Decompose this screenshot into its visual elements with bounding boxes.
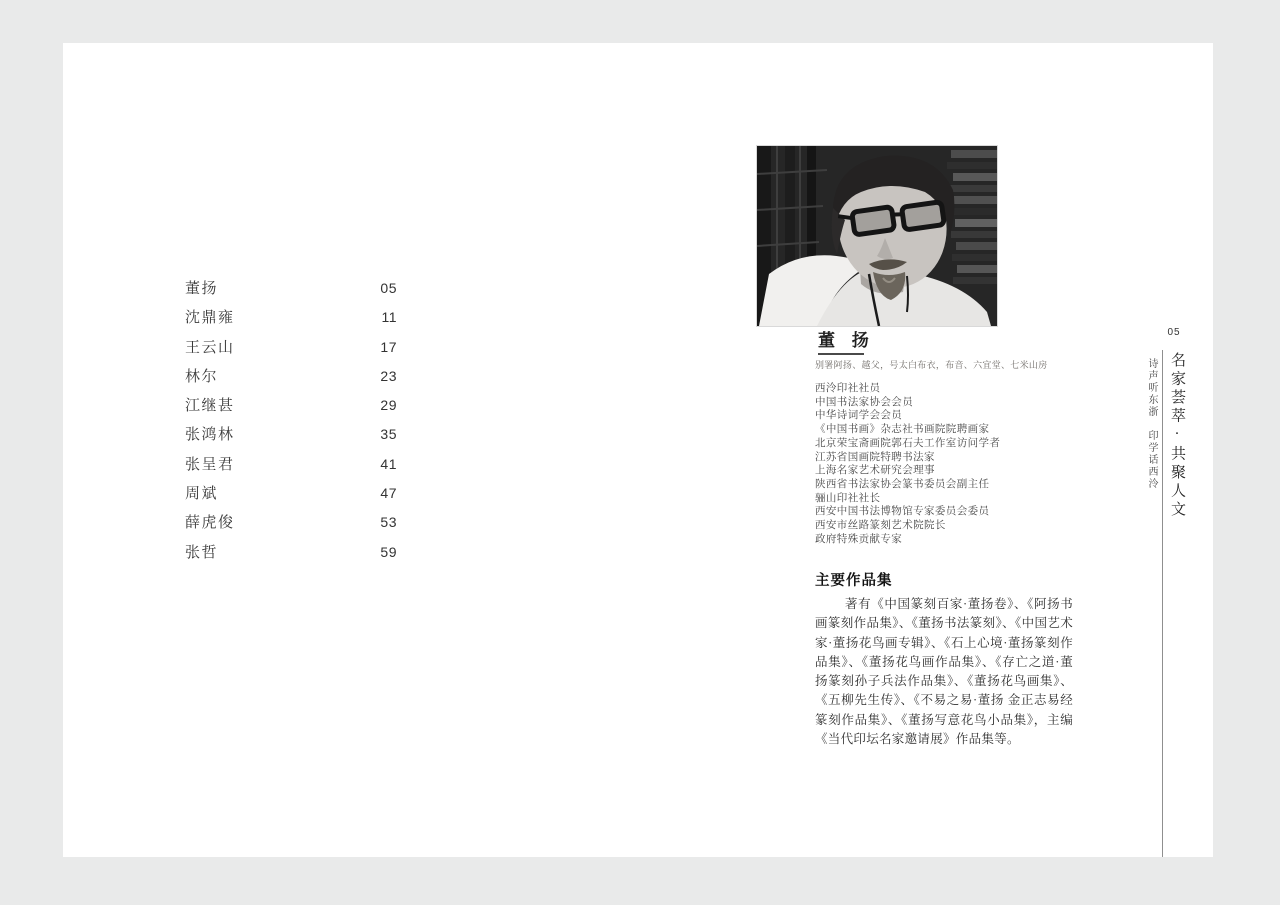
credential-item: 陕西省书法家协会篆书委员会副主任 xyxy=(815,477,990,490)
artist-name: 董 扬 xyxy=(818,331,875,350)
toc-entry-name: 江继甚 xyxy=(185,397,235,415)
vertical-series-title: 名家荟萃·共聚人文 xyxy=(1169,352,1185,520)
artist-photo xyxy=(757,146,997,326)
toc-entry xyxy=(185,277,397,306)
toc-entry-page: 35 xyxy=(380,426,397,443)
toc-entry-page: 17 xyxy=(380,338,397,355)
toc-entry-name: 张呈君 xyxy=(185,455,235,473)
credential-item: 西安市丝路篆刻艺术院院长 xyxy=(815,519,946,532)
toc-entry-page: 23 xyxy=(380,367,397,384)
credential-item: 上海名家艺术研究会理事 xyxy=(815,464,935,477)
toc-entry-name: 张鸿林 xyxy=(185,426,235,444)
toc-entry-page: 59 xyxy=(380,543,397,560)
credential-item: 西泠印社社员 xyxy=(815,382,881,394)
toc-entry xyxy=(185,511,397,540)
toc-entry xyxy=(185,482,397,511)
toc-entry-page: 41 xyxy=(380,455,397,472)
credential-item: 中华诗词学会会员 xyxy=(815,409,903,422)
credential-item: 《中国书画》杂志社书画院院聘画家 xyxy=(815,423,990,436)
toc-entry xyxy=(185,336,397,365)
works-heading: 主要作品集 xyxy=(815,573,893,589)
toc-entry xyxy=(185,306,397,335)
toc-entry xyxy=(185,365,397,394)
toc-entry-page: 47 xyxy=(380,485,397,502)
toc-entry-name: 王云山 xyxy=(185,338,235,356)
vertical-series-subtitle: 诗声听东浙 印学话西泠 xyxy=(1146,358,1157,490)
vertical-rule xyxy=(1162,350,1163,857)
toc-entry-name: 董扬 xyxy=(185,280,219,297)
credential-item: 北京荣宝斋画院郭石夫工作室访问学者 xyxy=(815,436,1001,449)
credential-item: 中国书法家协会会员 xyxy=(815,395,914,408)
credential-item: 政府特殊贡献专家 xyxy=(815,532,903,545)
artist-alias-line: 别署阿扬、越父，号太白布衣，布音、六宜堂、七米山房 xyxy=(815,360,1048,370)
artist-photo-illustration xyxy=(757,146,997,326)
toc-entry-name: 沈鼎雍 xyxy=(185,309,235,327)
credential-item: 骊山印社社长 xyxy=(815,491,881,504)
book-spread-page xyxy=(63,43,1213,857)
toc-entry xyxy=(185,394,397,423)
toc-entry-name: 张哲 xyxy=(185,543,219,561)
table-of-contents xyxy=(185,277,397,570)
toc-entry-page: 53 xyxy=(380,514,397,531)
toc-entry-name: 周斌 xyxy=(185,485,219,503)
toc-entry-name: 薛虎俊 xyxy=(185,514,235,532)
name-underline xyxy=(818,353,864,355)
credentials-list xyxy=(815,382,1085,546)
toc-entry-name: 林尔 xyxy=(185,367,219,385)
toc-entry xyxy=(185,453,397,482)
credential-item: 西安中国书法博物馆专家委员会委员 xyxy=(815,505,990,518)
credential-item: 江苏省国画院特聘书法家 xyxy=(815,450,935,463)
folio-page-number: 05 xyxy=(1167,327,1181,338)
toc-entry-page: 11 xyxy=(381,309,397,326)
toc-entry xyxy=(185,423,397,452)
artist-profile-header xyxy=(815,331,1073,371)
toc-entry-page: 29 xyxy=(380,397,397,414)
works-paragraph: 著有《中国篆刻百家·董扬卷》、《阿扬书画篆刻作品集》、《董扬书法篆刻》、《中国艺术家·董扬花鸟画专辑》、《石上心境·董扬篆刻作品集》、《董扬花鸟画作品集》、《存亡之道·董扬篆刻孙子兵法作品集》、《董扬花鸟画集》、《五柳先生传》、《不易之易·董扬 金正志易经篆刻作品集》、《董扬写意花鸟小品集》，主编《当代印坛名家邀请展》作品集等。 xyxy=(815,597,1073,747)
toc-entry-page: 05 xyxy=(380,280,397,296)
toc-entry xyxy=(185,541,397,570)
